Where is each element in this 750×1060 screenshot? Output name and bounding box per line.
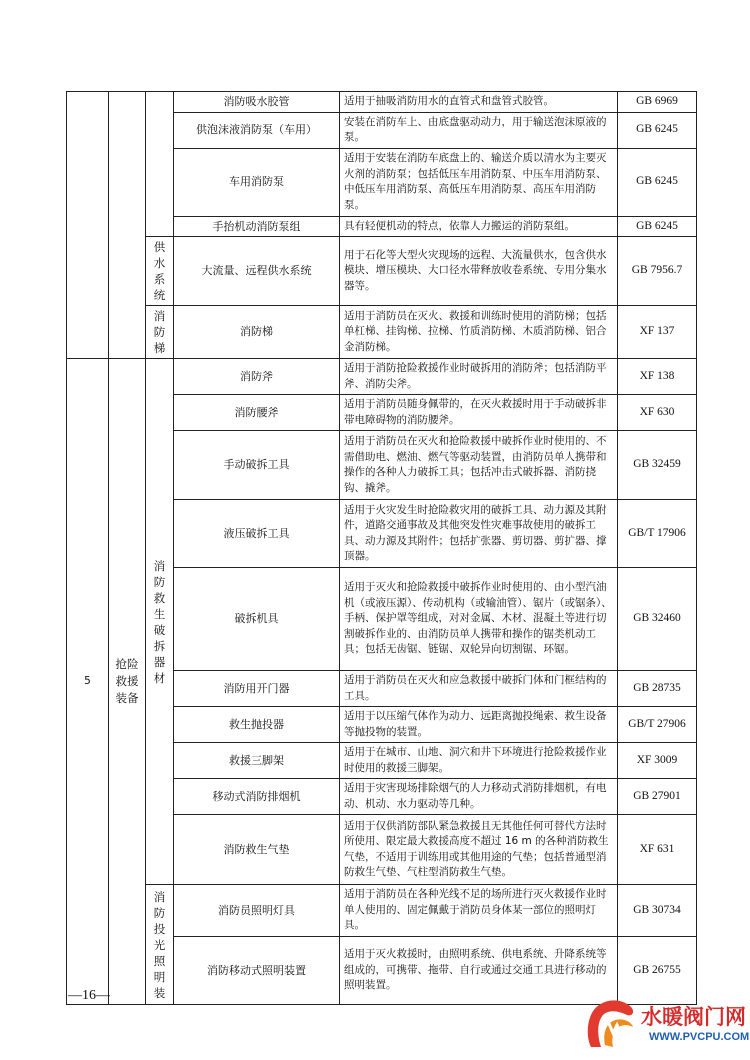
item-name: 破拆机具 [174,568,340,671]
watermark-url: WWW.PVCPU.COM [649,1031,750,1043]
subcategory-cell: 消防投光照明装 [146,885,174,1005]
subcategory-cell [146,92,174,237]
table-row [67,359,697,395]
item-standard: GB/T 27906 [618,707,697,743]
item-name: 消防员照明灯具 [174,885,340,937]
item-description: 适用于消防抢险救援作业时破拆用的消防斧；包括消防平斧、消防尖斧。 [340,359,618,395]
item-description: 适用于安装在消防车底盘上的、输送介质以清水为主要灭火剂的消防泵；包括低压车用消防泵、中压车用消防泵、中低压车用消防泵、高低压车用消防泵、高压车用消防泵。 [340,148,618,216]
item-name: 手抬机动消防泵组 [174,216,340,237]
item-name: 消防用开门器 [174,671,340,707]
item-name: 消防移动式照明装置 [174,937,340,1005]
item-name: 液压破拆工具 [174,500,340,568]
item-standard: XF 630 [618,395,697,431]
item-description: 适用于灾害现场排除烟气的人力移动式消防排烟机，有电动、机动、水力驱动等几种。 [340,779,618,815]
item-description: 具有轻便机动的特点，依靠人力搬运的消防泵组。 [340,216,618,237]
subcategory-cell: 消防救生破拆器材 [146,359,174,885]
item-standard: GB 6245 [618,148,697,216]
item-description: 适用于抽吸消防用水的直管式和盘管式胶管。 [340,92,618,113]
serial-number-cell [67,92,109,359]
item-standard: GB 6969 [618,92,697,113]
item-name: 消防吸水胶管 [174,92,340,113]
table-row [67,306,697,359]
item-description: 适用于在城市、山地、洞穴和井下环境进行抢险救援作业时使用的救援三脚架。 [340,743,618,779]
watermark-logo-icon [583,995,639,1053]
item-standard: GB/T 17906 [618,500,697,568]
page-number: —16— [68,988,110,1003]
item-standard: GB 26755 [618,937,697,1005]
item-standard: GB 32459 [618,431,697,500]
item-description: 适用于消防员在灭火、救援和训练时使用的消防梯；包括单杠梯、挂钩梯、拉梯、竹质消防梯、木质消防梯、铝合金消防梯。 [340,306,618,359]
item-description: 适用于消防员随身佩带的，在灭火救援时用于手动破拆非带电障碍物的消防腰斧。 [340,395,618,431]
item-name: 手动破拆工具 [174,431,340,500]
table-row [67,237,697,306]
item-standard: GB 27901 [618,779,697,815]
item-standard: XF 137 [618,306,697,359]
item-standard: GB 28735 [618,671,697,707]
item-name: 消防斧 [174,359,340,395]
category-cell [109,92,146,359]
item-name: 救生抛投器 [174,707,340,743]
item-name: 消防梯 [174,306,340,359]
item-standard: GB 6245 [618,112,697,148]
item-name: 移动式消防排烟机 [174,779,340,815]
item-description: 适用于以压缩气体作为动力、远距离抛投绳索、救生设备等抛投物的装置。 [340,707,618,743]
item-standard: XF 631 [618,815,697,885]
watermark [583,995,750,1053]
item-description: 适用于火灾发生时抢险救灾用的破拆工具、动力源及其附件，道路交通事故及其他突发性灾难事故使用的破拆工具、动力源及其附件；包括扩张器、剪切器、剪扩器、撑顶器。 [340,500,618,568]
item-standard: GB 32460 [618,568,697,671]
serial-number-cell: 5 [67,359,109,1005]
item-standard: XF 138 [618,359,697,395]
item-description: 适用于灭火和抢险救援中破拆作业时使用的、由小型汽油机（或液压源）、传动机构（或输油管）、锯片（或锯条）、手柄、保护罩等组成，对对金属、木材、混凝土等进行切割破拆作业的、由消防员单人携带和操作的锯类机动工具；包括无齿锯、链锯、双轮异向切割锯、环锯。 [340,568,618,671]
watermark-brand: 水暖阀门网 [641,1005,746,1029]
item-name: 大流量、远程供水系统 [174,237,340,306]
equipment-standards-table [66,91,697,1005]
item-name: 消防救生气垫 [174,815,340,885]
item-standard: GB 6245 [618,216,697,237]
subcategory-cell: 消防梯 [146,306,174,359]
category-cell: 抢险救援装备 [109,359,146,1005]
item-description: 适用于消防员在灭火和抢险救援中破拆作业时使用的、不需借助电、燃油、燃气等驱动装置，由消防员单人携带和操作的各种人力破拆工具；包括冲击式破拆器、消防挠钩、撬斧。 [340,431,618,500]
item-name: 供泡沫液消防泵（车用） [174,112,340,148]
item-name: 救援三脚架 [174,743,340,779]
item-description: 用于石化等大型火灾现场的远程、大流量供水，包含供水模块、增压模块、大口径水带释放收卷系统、专用分集水器等。 [340,237,618,306]
item-standard: GB 30734 [618,885,697,937]
item-description: 适用于消防员在灭火和应急救援中破拆门体和门框结构的工具。 [340,671,618,707]
item-description: 安装在消防车上、由底盘驱动动力，用于输送泡沫原液的泵。 [340,112,618,148]
item-description: 适用于灭火救援时，由照明系统、供电系统、升降系统等组成的，可携带、拖带、自行或通过交通工具进行移动的照明装置。 [340,937,618,1005]
item-standard: XF 3009 [618,743,697,779]
subcategory-cell: 供水系统 [146,237,174,306]
item-description: 适用于消防员在各种光线不足的场所进行灭火救援作业时单人使用的、固定佩戴于消防员身体某一部位的照明灯具。 [340,885,618,937]
item-name: 车用消防泵 [174,148,340,216]
table-row [67,885,697,937]
item-description: 适用于仅供消防部队紧急救援且无其他任何可替代方法时所使用、限定最大救援高度不超过 16 m 的各种消防救生气垫，不适用于训练用或其他用途的气垫；包括普通型消防救生气垫、气柱型消防救生气垫。 [340,815,618,885]
table-row [67,92,697,113]
item-name: 消防腰斧 [174,395,340,431]
item-standard: GB 7956.7 [618,237,697,306]
